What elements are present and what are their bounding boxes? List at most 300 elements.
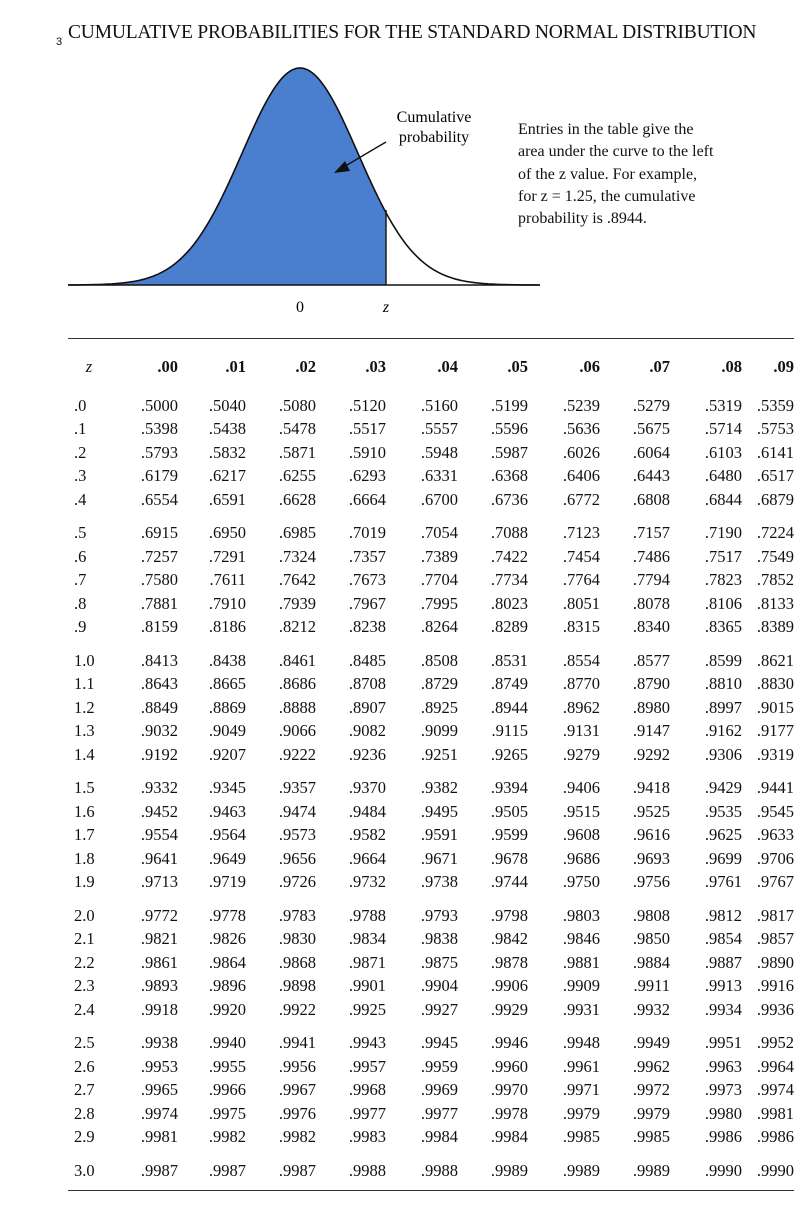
probability-cell: .9871 [348, 952, 386, 972]
z-value-cell: .9 [74, 617, 87, 637]
probability-cell: .9988 [420, 1160, 458, 1180]
probability-cell: .6103 [704, 442, 742, 462]
probability-cell: .9952 [756, 1033, 794, 1053]
probability-cell: .6985 [278, 523, 316, 543]
probability-cell: .9967 [278, 1080, 316, 1100]
z-value-cell: 1.8 [74, 848, 95, 868]
probability-cell: .6844 [704, 489, 742, 509]
probability-cell: .9778 [208, 905, 246, 925]
probability-cell: .9441 [756, 778, 794, 798]
probability-cell: .7422 [490, 546, 528, 566]
probability-cell: .8729 [420, 674, 458, 694]
probability-cell: .9582 [348, 825, 386, 845]
probability-cell: .9990 [704, 1160, 742, 1180]
probability-cell: .8708 [348, 674, 386, 694]
probability-cell: .9965 [140, 1080, 178, 1100]
probability-cell: .6026 [562, 442, 600, 462]
probability-cell: .9918 [140, 999, 178, 1019]
probability-cell: .6406 [562, 466, 600, 486]
probability-cell: .8485 [348, 650, 386, 670]
table-row [68, 673, 794, 697]
column-header: .00 [157, 357, 178, 376]
table-row [68, 512, 794, 546]
probability-cell: .9821 [140, 929, 178, 949]
table-body [68, 384, 794, 1183]
z-value-cell: .8 [74, 593, 87, 613]
probability-cell: .9678 [490, 848, 528, 868]
probability-cell: .9904 [420, 976, 458, 996]
column-header: .01 [225, 357, 246, 376]
probability-cell: .8051 [562, 593, 600, 613]
probability-cell: .9976 [278, 1103, 316, 1123]
probability-cell: .5120 [348, 395, 386, 415]
z-value-cell: 2.6 [74, 1056, 95, 1076]
probability-cell: .6141 [756, 442, 794, 462]
probability-cell: .9732 [348, 872, 386, 892]
z-value-cell: 1.1 [74, 674, 95, 694]
probability-cell: .9925 [348, 999, 386, 1019]
page-number: 3 [56, 36, 63, 48]
table-row [68, 1126, 794, 1150]
probability-cell: .5948 [420, 442, 458, 462]
probability-cell: .9963 [704, 1056, 742, 1076]
probability-cell: .8212 [278, 617, 316, 637]
probability-cell: .9911 [633, 976, 670, 996]
probability-cell: .8997 [704, 697, 742, 717]
probability-cell: .9989 [490, 1160, 528, 1180]
probability-cell: .7611 [209, 570, 246, 590]
probability-cell: .6628 [278, 489, 316, 509]
probability-cell: .9981 [140, 1127, 178, 1147]
probability-cell: .8849 [140, 697, 178, 717]
probability-cell: .6772 [562, 489, 600, 509]
page-title: CUMULATIVE PROBABILITIES FOR THE STANDARD NORMAL DISTRIBUTION [68, 22, 757, 43]
probability-cell: .6700 [420, 489, 458, 509]
probability-cell: .6331 [420, 466, 458, 486]
probability-cell: .8461 [278, 650, 316, 670]
table-row [68, 998, 794, 1022]
probability-cell: .8888 [278, 697, 316, 717]
probability-cell: .9750 [562, 872, 600, 892]
probability-cell: .9980 [704, 1103, 742, 1123]
probability-cell: .9706 [756, 848, 794, 868]
probability-cell: .8023 [490, 593, 528, 613]
probability-cell: .9982 [278, 1127, 316, 1147]
probability-cell: .9382 [420, 778, 458, 798]
z-value-cell: 3.0 [74, 1160, 95, 1180]
probability-cell: .5832 [208, 442, 246, 462]
probability-cell: .9987 [140, 1160, 178, 1180]
probability-cell: .9505 [490, 801, 528, 821]
probability-cell: .9162 [704, 721, 742, 741]
probability-cell: .9429 [704, 778, 742, 798]
z-value-cell: 1.0 [74, 650, 95, 670]
probability-cell: .8554 [562, 650, 600, 670]
probability-cell: .7123 [562, 523, 600, 543]
z-value-cell: 2.2 [74, 952, 95, 972]
probability-cell: .6217 [208, 466, 246, 486]
probability-cell: .7852 [756, 570, 794, 590]
z-value-cell: 1.7 [74, 825, 95, 845]
probability-cell: .9962 [632, 1056, 670, 1076]
probability-cell: .9535 [704, 801, 742, 821]
probability-cell: .5080 [278, 395, 316, 415]
probability-cell: .9974 [140, 1103, 178, 1123]
probability-cell: .7642 [278, 570, 316, 590]
probability-cell: .9265 [490, 744, 528, 764]
probability-cell: .9986 [756, 1127, 794, 1147]
probability-cell: .5000 [140, 395, 178, 415]
probability-cell: .6480 [704, 466, 742, 486]
probability-cell: .9951 [704, 1033, 742, 1053]
probability-cell: .6554 [140, 489, 178, 509]
column-header: .06 [579, 357, 600, 376]
z-value-cell: 2.1 [74, 929, 95, 949]
z-value-cell: 2.7 [74, 1080, 95, 1100]
table-row [68, 871, 794, 895]
probability-cell: .9279 [562, 744, 600, 764]
probability-cell: .8238 [348, 617, 386, 637]
probability-cell: .5557 [420, 419, 458, 439]
probability-cell: .7389 [420, 546, 458, 566]
probability-cell: .9938 [140, 1033, 178, 1053]
probability-cell: .9192 [140, 744, 178, 764]
probability-cell: .9066 [278, 721, 316, 741]
z-value-cell: .5 [74, 523, 87, 543]
probability-cell: .6915 [140, 523, 178, 543]
probability-cell: .5279 [632, 395, 670, 415]
probability-cell: .8686 [278, 674, 316, 694]
table-row [68, 545, 794, 569]
table-row [68, 743, 794, 767]
probability-cell: .5239 [562, 395, 600, 415]
probability-cell: .7673 [348, 570, 386, 590]
probability-cell: .9564 [208, 825, 246, 845]
probability-cell: .7291 [208, 546, 246, 566]
probability-cell: .8907 [348, 697, 386, 717]
probability-cell: .9964 [756, 1056, 794, 1076]
probability-cell: .9699 [704, 848, 742, 868]
probability-cell: .9983 [348, 1127, 386, 1147]
probability-cell: .9945 [420, 1033, 458, 1053]
z-value-cell: 1.9 [74, 872, 95, 892]
probability-cell: .9772 [140, 905, 178, 925]
probability-cell: .9783 [278, 905, 316, 925]
probability-cell: .9545 [756, 801, 794, 821]
probability-cell: .8365 [704, 617, 742, 637]
table-row [68, 465, 794, 489]
probability-cell: .9875 [420, 952, 458, 972]
probability-cell: .5753 [756, 419, 794, 439]
table-row [68, 616, 794, 640]
probability-cell: .5398 [140, 419, 178, 439]
table-row [68, 441, 794, 465]
column-header: .07 [649, 357, 670, 376]
table-row [68, 1102, 794, 1126]
probability-cell: .9693 [632, 848, 670, 868]
probability-cell: .6950 [208, 523, 246, 543]
z-value-cell: 1.5 [74, 778, 95, 798]
probability-cell: .9920 [208, 999, 246, 1019]
column-header: .03 [365, 357, 386, 376]
probability-cell: .9956 [278, 1056, 316, 1076]
probability-cell: .9292 [632, 744, 670, 764]
probability-cell: .5319 [704, 395, 742, 415]
probability-cell: .9909 [562, 976, 600, 996]
probability-cell: .9484 [348, 801, 386, 821]
probability-cell: .9932 [632, 999, 670, 1019]
probability-cell: .8159 [140, 617, 178, 637]
probability-cell: .9901 [348, 976, 386, 996]
z-value-cell: .7 [74, 570, 87, 590]
probability-cell: .9573 [278, 825, 316, 845]
probability-cell: .8790 [632, 674, 670, 694]
probability-cell: .9082 [348, 721, 386, 741]
z-value-cell: 2.5 [74, 1033, 95, 1053]
probability-cell: .9946 [490, 1033, 528, 1053]
probability-cell: .7454 [562, 546, 600, 566]
table-row [68, 1055, 794, 1079]
probability-cell: .9418 [632, 778, 670, 798]
probability-cell: .8133 [756, 593, 794, 613]
probability-cell: .9015 [756, 697, 794, 717]
probability-cell: .6591 [208, 489, 246, 509]
z-value-cell: 2.8 [74, 1103, 95, 1123]
table-row [68, 1149, 794, 1183]
probability-cell: .9966 [208, 1080, 246, 1100]
probability-cell: .8531 [490, 650, 528, 670]
probability-cell: .9099 [420, 721, 458, 741]
cumulative-area-fill [68, 68, 540, 285]
probability-cell: .9929 [490, 999, 528, 1019]
probability-cell: .9916 [756, 976, 794, 996]
probability-cell: .6664 [348, 489, 386, 509]
probability-cell: .9989 [632, 1160, 670, 1180]
probability-cell: .9975 [208, 1103, 246, 1123]
z-value-cell: 2.4 [74, 999, 95, 1019]
probability-cell: .9803 [562, 905, 600, 925]
probability-cell: .7157 [632, 523, 670, 543]
probability-cell: .9960 [490, 1056, 528, 1076]
table-row [68, 951, 794, 975]
table-top-rule [68, 338, 794, 339]
probability-cell: .9032 [140, 721, 178, 741]
probability-cell: .7088 [490, 523, 528, 543]
probability-cell: .9989 [562, 1160, 600, 1180]
column-header: .04 [437, 357, 458, 376]
probability-cell: .6808 [632, 489, 670, 509]
probability-cell: .9985 [632, 1127, 670, 1147]
probability-cell: .7019 [348, 523, 386, 543]
probability-cell: .9857 [756, 929, 794, 949]
arrow-label-cumulative: Cumulative [396, 109, 472, 126]
table-row [68, 696, 794, 720]
column-header: .02 [295, 357, 316, 376]
probability-cell: .7486 [632, 546, 670, 566]
probability-cell: .9988 [348, 1160, 386, 1180]
probability-cell: .9788 [348, 905, 386, 925]
probability-cell: .9972 [632, 1080, 670, 1100]
table-row [68, 488, 794, 512]
probability-cell: .9896 [208, 976, 246, 996]
probability-cell: .5160 [420, 395, 458, 415]
probability-cell: .8962 [562, 697, 600, 717]
table-bottom-rule [68, 1190, 794, 1191]
probability-cell: .9978 [490, 1103, 528, 1123]
probability-cell: .7054 [420, 523, 458, 543]
probability-cell: .9940 [208, 1033, 246, 1053]
probability-cell: .7580 [140, 570, 178, 590]
table-row [68, 824, 794, 848]
z-value-cell: .3 [74, 466, 87, 486]
probability-cell: .8508 [420, 650, 458, 670]
probability-cell: .7939 [278, 593, 316, 613]
probability-cell: .9826 [208, 929, 246, 949]
probability-cell: .9319 [756, 744, 794, 764]
probability-cell: .7324 [278, 546, 316, 566]
probability-cell: .9394 [490, 778, 528, 798]
z-value-cell: 1.2 [74, 697, 95, 717]
probability-cell: .7549 [756, 546, 794, 566]
probability-cell: .9981 [756, 1103, 794, 1123]
z-value-cell: 2.3 [74, 976, 95, 996]
probability-cell: .9719 [208, 872, 246, 892]
probability-cell: .5517 [348, 419, 386, 439]
z-value-cell: 1.6 [74, 801, 95, 821]
probability-cell: .9890 [756, 952, 794, 972]
probability-cell: .9979 [632, 1103, 670, 1123]
z-value-cell: .2 [74, 442, 87, 462]
probability-cell: .9761 [704, 872, 742, 892]
z-column-header: z [85, 357, 93, 376]
probability-cell: .9713 [140, 872, 178, 892]
probability-cell: .8980 [632, 697, 670, 717]
probability-cell: .9838 [420, 929, 458, 949]
probability-cell: .8106 [704, 593, 742, 613]
axis-label-z: z [382, 299, 390, 316]
probability-cell: .9953 [140, 1056, 178, 1076]
probability-cell: .8621 [756, 650, 794, 670]
probability-cell: .9884 [632, 952, 670, 972]
probability-cell: .9943 [348, 1033, 386, 1053]
probability-cell: .9817 [756, 905, 794, 925]
probability-cell: .9756 [632, 872, 670, 892]
probability-cell: .8643 [140, 674, 178, 694]
probability-cell: .7190 [704, 523, 742, 543]
probability-cell: .6368 [490, 466, 528, 486]
probability-cell: .9984 [420, 1127, 458, 1147]
probability-cell: .9974 [756, 1080, 794, 1100]
probability-cell: .8389 [756, 617, 794, 637]
probability-cell: .9625 [704, 825, 742, 845]
probability-cell: .6179 [140, 466, 178, 486]
probability-cell: .9332 [140, 778, 178, 798]
z-value-cell: .6 [74, 546, 87, 566]
probability-cell: .8599 [704, 650, 742, 670]
probability-cell: .9893 [140, 976, 178, 996]
z-table [68, 350, 794, 1183]
probability-cell: .9115 [491, 721, 528, 741]
probability-cell: .9949 [632, 1033, 670, 1053]
probability-cell: .6255 [278, 466, 316, 486]
table-row [68, 767, 794, 801]
probability-cell: .9969 [420, 1080, 458, 1100]
probability-cell: .8869 [208, 697, 246, 717]
z-value-cell: .1 [74, 419, 87, 439]
probability-cell: .9971 [562, 1080, 600, 1100]
probability-cell: .9251 [420, 744, 458, 764]
probability-cell: .9616 [632, 825, 670, 845]
probability-cell: .9236 [348, 744, 386, 764]
probability-cell: .9846 [562, 929, 600, 949]
probability-cell: .9868 [278, 952, 316, 972]
probability-cell: .9744 [490, 872, 528, 892]
probability-cell: .5478 [278, 419, 316, 439]
probability-cell: .9990 [756, 1160, 794, 1180]
probability-cell: .9986 [704, 1127, 742, 1147]
probability-cell: .9793 [420, 905, 458, 925]
z-value-cell: .0 [74, 395, 87, 415]
probability-cell: .9970 [490, 1080, 528, 1100]
probability-cell: .7517 [704, 546, 742, 566]
probability-cell: .9131 [562, 721, 600, 741]
probability-cell: .9147 [632, 721, 670, 741]
probability-cell: .7881 [140, 593, 178, 613]
probability-cell: .7910 [208, 593, 246, 613]
probability-cell: .5987 [490, 442, 528, 462]
probability-cell: .5359 [756, 395, 794, 415]
probability-cell: .9671 [420, 848, 458, 868]
probability-cell: .8830 [756, 674, 794, 694]
probability-cell: .8315 [562, 617, 600, 637]
column-header: .08 [721, 357, 742, 376]
probability-cell: .8289 [490, 617, 528, 637]
table-row [68, 418, 794, 442]
probability-cell: .7257 [140, 546, 178, 566]
probability-cell: .9406 [562, 778, 600, 798]
probability-cell: .5675 [632, 419, 670, 439]
table-header-row [68, 350, 794, 384]
probability-cell: .8944 [490, 697, 528, 717]
z-value-cell: 2.9 [74, 1127, 95, 1147]
probability-cell: .9641 [140, 848, 178, 868]
probability-cell: .8264 [420, 617, 458, 637]
probability-cell: .9798 [490, 905, 528, 925]
probability-cell: .9842 [490, 929, 528, 949]
probability-cell: .8665 [208, 674, 246, 694]
probability-cell: .9850 [632, 929, 670, 949]
probability-cell: .6064 [632, 442, 670, 462]
probability-cell: .9686 [562, 848, 600, 868]
probability-cell: .9554 [140, 825, 178, 845]
probability-cell: .5636 [562, 419, 600, 439]
z-value-cell: 1.3 [74, 721, 95, 741]
table-row [68, 720, 794, 744]
probability-cell: .9664 [348, 848, 386, 868]
probability-cell: .9738 [420, 872, 458, 892]
probability-cell: .9936 [756, 999, 794, 1019]
probability-cell: .9207 [208, 744, 246, 764]
probability-cell: .7764 [562, 570, 600, 590]
probability-cell: .9861 [140, 952, 178, 972]
figure-caption: Entries in the table give the area under the curve to the left of the z value. For example, for z = 1.25, the cumulative probability is .8944. [518, 121, 714, 228]
z-value-cell: 2.0 [74, 905, 95, 925]
table-row [68, 1022, 794, 1056]
probability-cell: .9878 [490, 952, 528, 972]
probability-cell: .9599 [490, 825, 528, 845]
table-row [68, 1079, 794, 1103]
probability-cell: .9887 [704, 952, 742, 972]
